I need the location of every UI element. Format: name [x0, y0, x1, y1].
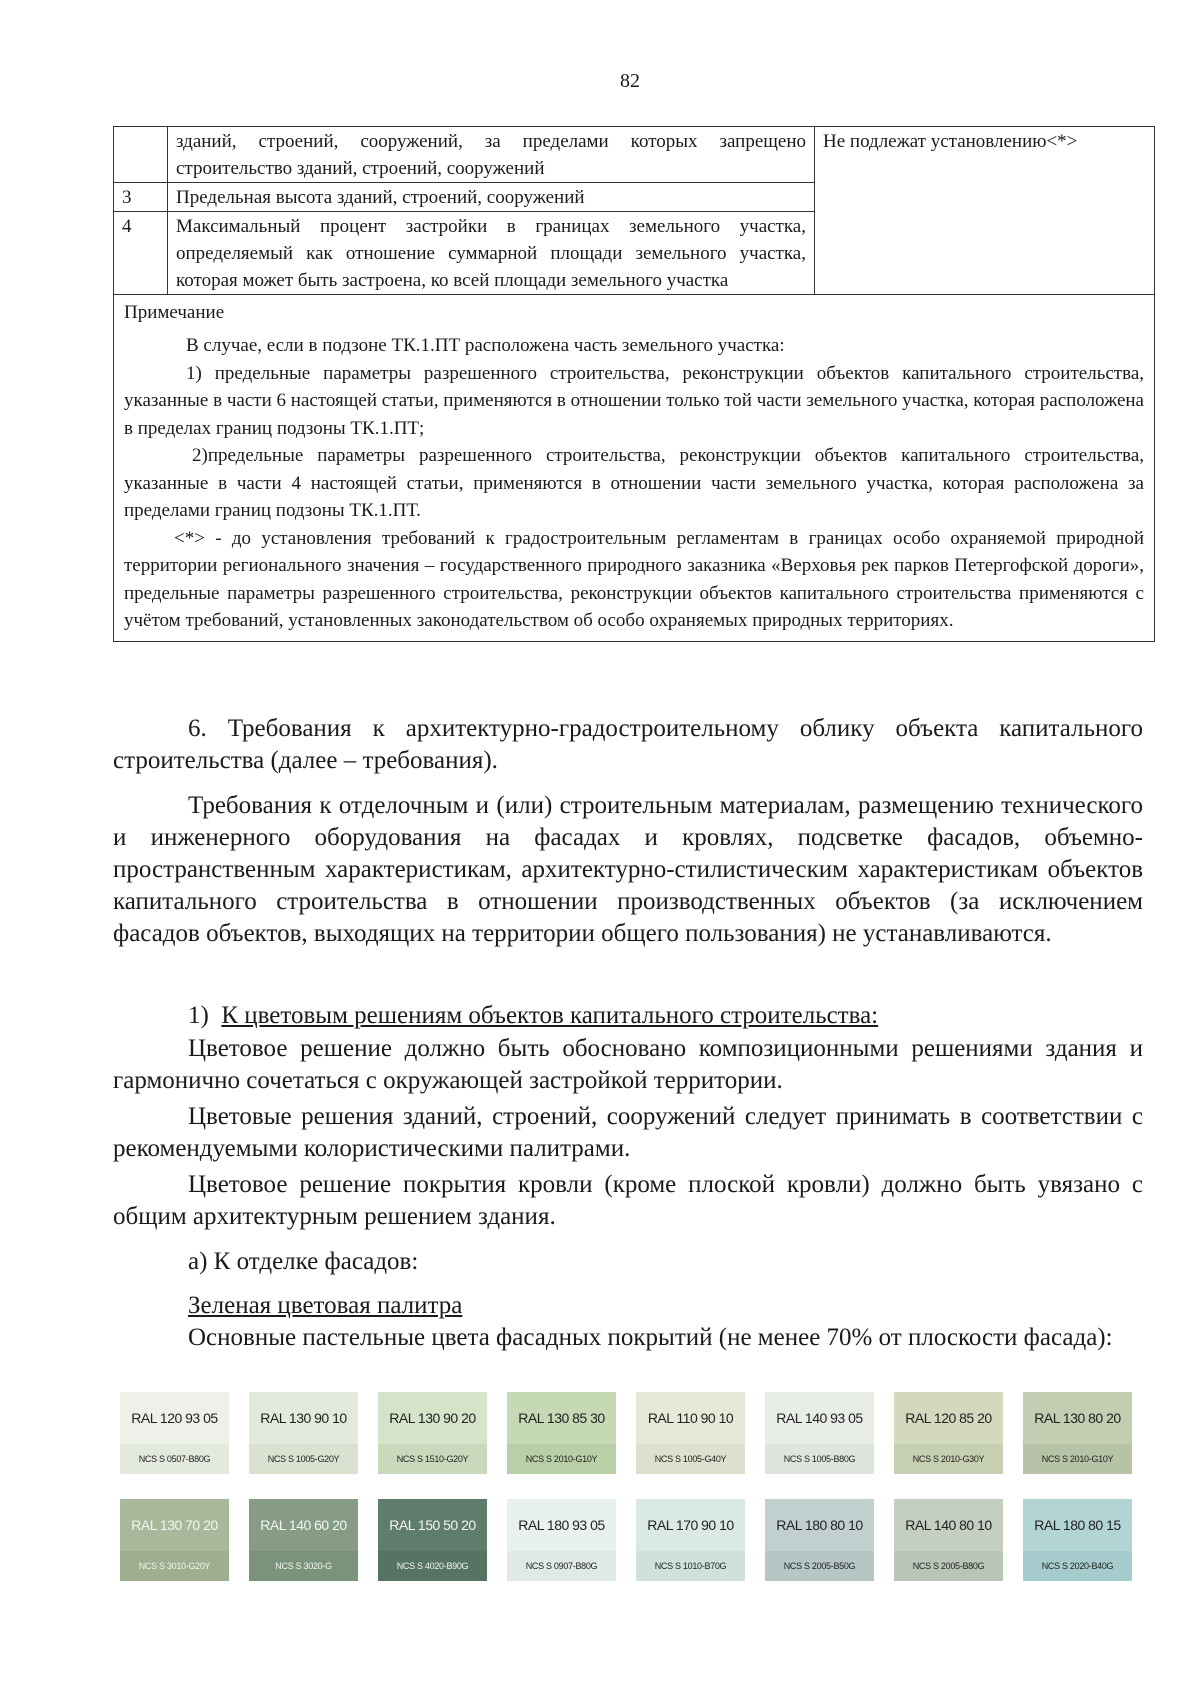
- ral-code: RAL 130 80 20: [1034, 1410, 1121, 1426]
- ral-code: RAL 130 90 10: [260, 1410, 347, 1426]
- palette-description: Основные пастельные цвета фасадных покрытий (не менее 70% от плоскости фасада):: [188, 1324, 1113, 1351]
- paragraph: Требования к отделочным и (или) строительным материалам, размещению технического и инженерного оборудования на фасадах и кровлях, подсветке фасадов, объемно-пространственным характеристикам, архитектурно-стилистическим характеристикам объектов капитального строительства в отношении производственных объектов (за исключением фасадов объектов, выходящих на территории общего пользования) не устанавливаются.: [113, 792, 1143, 947]
- note-body: [124, 332, 1144, 635]
- ral-code: RAL 130 85 30: [518, 1410, 605, 1426]
- ncs-code: NCS S 2020-B40G: [1023, 1551, 1132, 1581]
- ral-code: RAL 140 60 20: [260, 1517, 347, 1533]
- ncs-code: NCS S 4020-B90G: [378, 1551, 487, 1581]
- paragraph: Цветовые решения зданий, строений, сооружений следует принимать в соответствии с рекомендуемыми колористическими палитрами.: [113, 1103, 1143, 1162]
- page-number: 82: [620, 70, 640, 92]
- ncs-code: NCS S 0507-B80G: [120, 1444, 229, 1474]
- row-value: Не подлежат установлению<*>: [815, 127, 1155, 295]
- item-1: [113, 1000, 1143, 1032]
- note-cell: [114, 295, 1155, 642]
- color-swatch: [507, 1392, 616, 1474]
- ncs-code: NCS S 2010-G10Y: [1023, 1444, 1132, 1474]
- color-swatch: [1023, 1499, 1132, 1581]
- palette-description-block: [113, 1322, 1143, 1354]
- ral-code: RAL 110 90 10: [647, 1410, 734, 1426]
- row-description: зданий, строений, сооружений, за пределами которых запрещено строительство зданий, строений, сооружений: [168, 127, 815, 183]
- ral-code: RAL 120 85 20: [905, 1410, 992, 1426]
- note-paragraph: В случае, если в подзоне ТК.1.ПТ расположена часть земельного участка:: [186, 335, 785, 356]
- note-paragraph: 1) предельные параметры разрешенного строительства, реконструкции объектов капитального строительства, указанные в части 6 настоящей статьи, применяются в отношении только той части земельного участка, которая расположена в пределах границ подзоны ТК.1.ПТ;: [124, 362, 1144, 439]
- paragraph: Цветовое решение должно быть обосновано композиционными решениями здания и гармонично сочетаться с окружающей застройкой территории.: [113, 1035, 1143, 1094]
- color-swatch: [120, 1499, 229, 1581]
- color-paragraph-2: [113, 1101, 1143, 1165]
- palette-title-block: [113, 1290, 1143, 1322]
- ncs-code: NCS S 3020-G: [249, 1551, 358, 1581]
- ral-code: RAL 140 80 10: [905, 1517, 992, 1533]
- ncs-code: NCS S 2005-B80G: [894, 1551, 1003, 1581]
- row-number: 3: [114, 183, 168, 212]
- row-number: 4: [114, 212, 168, 295]
- ral-code: RAL 180 80 15: [1034, 1517, 1121, 1533]
- ral-code: RAL 130 90 20: [389, 1410, 476, 1426]
- note-paragraph: <*> - до установления требований к градостроительным регламентам в границах особо охраняемой природной территории регионального значения – государственного природного заказника «Верховья рек парков Петергофской дороги», предельные параметры разрешенного строительства, реконструкции объектов капитального строительства применяются с учётом требований, установленных законодательством об особо охраняемых природных территориях.: [124, 527, 1144, 631]
- ral-code: RAL 130 70 20: [131, 1517, 218, 1533]
- ncs-code: NCS S 2010-G10Y: [507, 1444, 616, 1474]
- item-a: [113, 1246, 1143, 1278]
- color-swatch: [507, 1499, 616, 1581]
- color-paragraph-3: [113, 1169, 1143, 1233]
- list-number: 1): [188, 1002, 209, 1029]
- color-swatch: [249, 1392, 358, 1474]
- section-heading: 6. Требования к архитектурно-градостроительному облику объекта капитального строительства (далее – требования).: [113, 715, 1143, 774]
- ncs-code: NCS S 2005-B50G: [765, 1551, 874, 1581]
- parameters-table: [113, 126, 1155, 642]
- color-swatch: [765, 1499, 874, 1581]
- color-swatch: [120, 1392, 229, 1474]
- note-title: Примечание: [124, 302, 225, 323]
- color-swatch: [894, 1499, 1003, 1581]
- row-description: Предельная высота зданий, строений, сооружений: [168, 183, 815, 212]
- ral-code: RAL 150 50 20: [389, 1517, 476, 1533]
- ncs-code: NCS S 1005-B80G: [765, 1444, 874, 1474]
- row-number: [114, 127, 168, 183]
- note-row: [114, 295, 1155, 642]
- color-swatch: [636, 1392, 745, 1474]
- list-item: а) К отделке фасадов:: [188, 1248, 419, 1275]
- color-swatch: [378, 1392, 487, 1474]
- materials-paragraph-block: [113, 790, 1143, 950]
- ral-code: RAL 120 93 05: [131, 1410, 218, 1426]
- color-swatch: [378, 1499, 487, 1581]
- ncs-code: NCS S 1010-B70G: [636, 1551, 745, 1581]
- color-swatch: [636, 1499, 745, 1581]
- ral-code: RAL 170 90 10: [647, 1517, 734, 1533]
- ral-code: RAL 140 93 05: [776, 1410, 863, 1426]
- ncs-code: NCS S 3010-G20Y: [120, 1551, 229, 1581]
- palette-title: Зеленая цветовая палитра: [188, 1292, 463, 1319]
- ral-code: RAL 180 93 05: [518, 1517, 605, 1533]
- color-swatch: [1023, 1392, 1132, 1474]
- color-swatch: [765, 1392, 874, 1474]
- ral-code: RAL 180 80 10: [776, 1517, 863, 1533]
- swatch-row-1: [120, 1392, 1132, 1474]
- table-row: [114, 127, 1155, 183]
- ncs-code: NCS S 0907-B80G: [507, 1551, 616, 1581]
- color-swatch: [894, 1392, 1003, 1474]
- list-item: [113, 1000, 1143, 1032]
- row-description: Максимальный процент застройки в границах земельного участка, определяемый как отношение суммарной площади земельного участка, которая может быть застроена, ко всей площади земельного участка: [168, 212, 815, 295]
- ncs-code: NCS S 1005-G20Y: [249, 1444, 358, 1474]
- paragraph: Цветовое решение покрытия кровли (кроме плоской кровли) должно быть увязано с общим архитектурным решением здания.: [113, 1171, 1143, 1230]
- color-swatch: [249, 1499, 358, 1581]
- section-6: [113, 713, 1143, 777]
- ncs-code: NCS S 1005-G40Y: [636, 1444, 745, 1474]
- swatch-row-2: [120, 1499, 1132, 1581]
- list-item-heading: К цветовым решениям объектов капитального строительства:: [221, 1002, 879, 1029]
- note-paragraph: 2)предельные параметры разрешенного строительства, реконструкции объектов капитального строительства, указанные в части 4 настоящей статьи, применяются в отношении части земельного участка, которая расположена за пределами границ подзоны ТК.1.ПТ.: [124, 445, 1144, 521]
- ncs-code: NCS S 2010-G30Y: [894, 1444, 1003, 1474]
- ncs-code: NCS S 1510-G20Y: [378, 1444, 487, 1474]
- color-paragraph-1: [113, 1033, 1143, 1097]
